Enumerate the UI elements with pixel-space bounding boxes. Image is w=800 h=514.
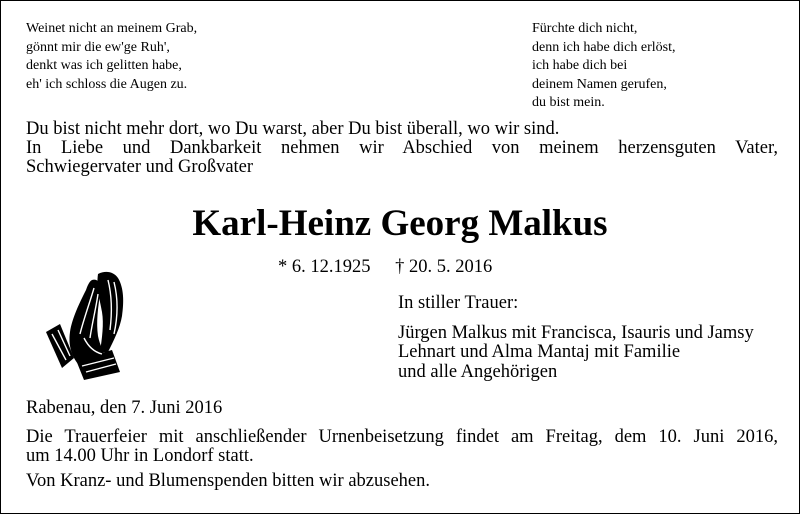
poem-left-line: Weinet nicht an meinem Grab, xyxy=(26,21,198,36)
intro-line: Du bist nicht mehr dort, wo Du warst, aber Du bist überall, wo wir sind. xyxy=(26,119,560,139)
intro-text xyxy=(26,120,778,177)
place-and-date: Rabenau, den 7. Juni 2016 xyxy=(26,398,223,418)
funeral-details xyxy=(26,428,778,466)
donations-note: Von Kranz- und Blumenspenden bitten wir abzusehen. xyxy=(26,471,430,491)
poem-right-line: deinem Namen gerufen, xyxy=(532,76,667,92)
funeral-line: um 14.00 Uhr in Londorf statt. xyxy=(26,446,254,466)
poem-left-line: gönnt mir die ew'ge Ruh', xyxy=(26,39,170,55)
mourners-line: Lehnart und Alma Mantaj mit Familie xyxy=(398,342,681,362)
poem-right xyxy=(532,20,675,113)
poem-right-line: Fürchte dich nicht, xyxy=(532,21,638,36)
mourners-line: Jürgen Malkus mit Francisca, Isauris und Jamsy xyxy=(398,322,754,343)
poem-right-line: denn ich habe dich erlöst, xyxy=(532,39,676,55)
mourners-block xyxy=(398,294,754,382)
poem-right-line: ich habe dich bei xyxy=(532,58,628,73)
praying-hands-icon xyxy=(40,268,135,380)
poem-left-line: eh' ich schloss die Augen zu. xyxy=(26,76,188,92)
funeral-line: Die Trauerfeier mit anschließender Urnenbeisetzung findet am Freitag, dem 10. Juni 2016, xyxy=(26,427,778,447)
life-dates xyxy=(278,256,492,278)
birth-date: * 6. 12.1925 xyxy=(278,257,371,277)
intro-line: Schwiegervater und Großvater xyxy=(26,157,254,177)
poem-left-line: denkt was ich gelitten habe, xyxy=(26,58,182,73)
deceased-name: Karl-Heinz Georg Malkus xyxy=(192,203,608,244)
intro-line: In Liebe und Dankbarkeit nehmen wir Abschied von meinem herzensguten Vater, xyxy=(26,138,778,158)
death-date: † 20. 5. 2016 xyxy=(395,257,493,277)
mourners-line: und alle Angehörigen xyxy=(398,361,558,382)
poem-right-line: du bist mein. xyxy=(532,95,605,110)
poem-left xyxy=(26,20,197,94)
mourners-caption: In stiller Trauer: xyxy=(398,293,519,313)
